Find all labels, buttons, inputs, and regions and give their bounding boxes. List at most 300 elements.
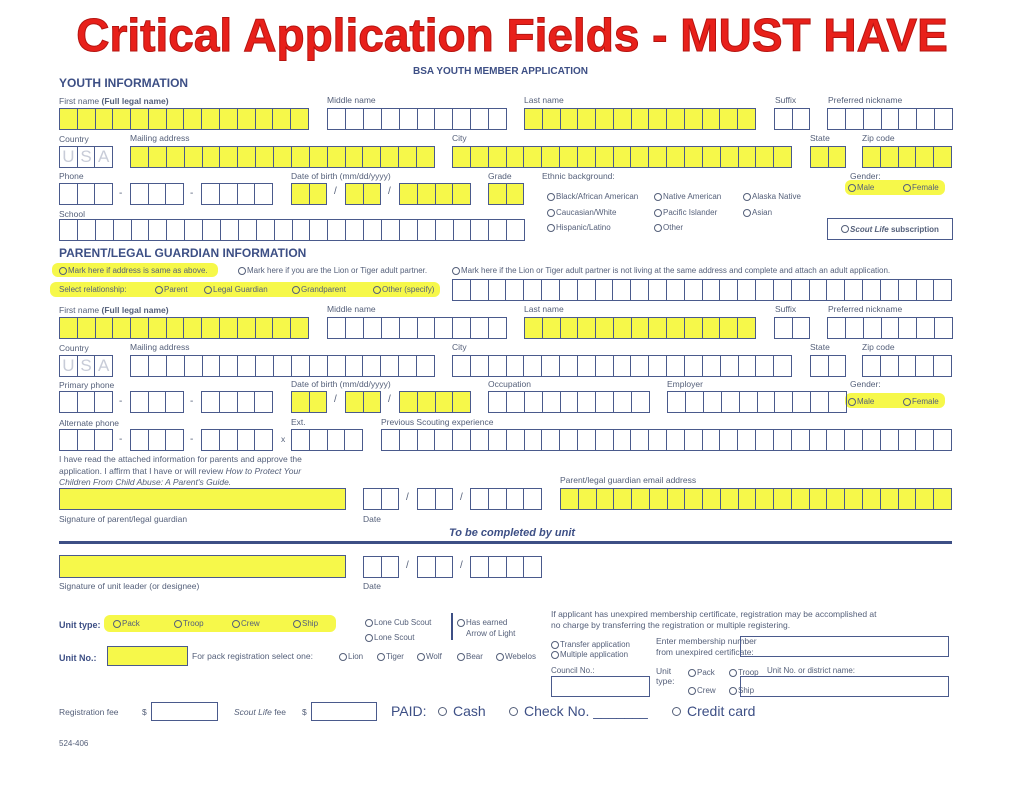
char-box[interactable] <box>471 318 489 338</box>
char-box[interactable] <box>774 280 792 300</box>
rank-lion-radio[interactable]: Lion <box>339 652 363 661</box>
char-box[interactable] <box>899 147 917 167</box>
youth-gender-female-radio[interactable]: Female <box>903 183 939 192</box>
char-box[interactable] <box>667 147 685 167</box>
char-box[interactable] <box>166 430 183 450</box>
char-box[interactable] <box>597 489 615 509</box>
transfer-pack-radio[interactable]: Pack <box>688 668 715 677</box>
char-box[interactable] <box>453 184 470 204</box>
youth-country-boxes[interactable] <box>59 146 113 168</box>
char-box[interactable] <box>95 184 112 204</box>
lone-scout-radio[interactable]: Lone Scout <box>365 633 414 642</box>
char-box[interactable] <box>561 318 579 338</box>
char-box[interactable] <box>400 184 418 204</box>
char-box[interactable] <box>400 220 418 240</box>
char-box[interactable] <box>60 184 78 204</box>
ethnic-radio[interactable]: Native American <box>654 192 721 201</box>
alt-phone-area-boxes[interactable] <box>59 429 113 451</box>
char-box[interactable] <box>775 109 793 129</box>
char-box[interactable] <box>686 392 704 412</box>
youth-dob-day-boxes[interactable] <box>345 183 381 205</box>
char-box[interactable] <box>863 356 881 376</box>
char-box[interactable] <box>828 318 846 338</box>
char-box[interactable] <box>827 430 845 450</box>
char-box[interactable] <box>524 489 541 509</box>
parent-dob-day-boxes[interactable] <box>345 391 381 413</box>
char-box[interactable] <box>453 392 470 412</box>
char-box[interactable] <box>255 184 272 204</box>
char-box[interactable] <box>60 430 78 450</box>
char-box[interactable] <box>363 147 381 167</box>
rank-bear-radio[interactable]: Bear <box>457 652 483 661</box>
char-box[interactable] <box>756 430 774 450</box>
char-box[interactable] <box>364 392 381 412</box>
char-box[interactable] <box>202 184 220 204</box>
char-box[interactable] <box>78 392 96 412</box>
ethnic-radio[interactable]: Other <box>654 223 683 232</box>
char-box[interactable] <box>596 356 614 376</box>
ethnic-radio[interactable]: Asian <box>743 208 772 217</box>
char-box[interactable] <box>453 430 471 450</box>
char-box[interactable] <box>542 430 560 450</box>
char-box[interactable] <box>578 147 596 167</box>
parent-signature-field[interactable] <box>59 488 346 510</box>
rank-webelos-radio[interactable]: Webelos <box>496 652 536 661</box>
same-address-radio[interactable]: Mark here if address is same as above. <box>59 266 208 275</box>
paid-cash-radio[interactable]: Cash <box>438 703 486 719</box>
char-box[interactable] <box>916 147 934 167</box>
char-box[interactable] <box>275 220 293 240</box>
unit-no-field[interactable] <box>107 646 188 666</box>
char-box[interactable] <box>543 109 561 129</box>
char-box[interactable] <box>720 109 738 129</box>
char-box[interactable] <box>792 430 810 450</box>
char-box[interactable] <box>221 220 239 240</box>
unit-type-pack-radio[interactable]: Pack <box>113 619 140 628</box>
char-box[interactable] <box>274 356 292 376</box>
char-box[interactable] <box>756 147 774 167</box>
char-box[interactable] <box>614 109 632 129</box>
char-box[interactable] <box>829 147 846 167</box>
char-box[interactable] <box>738 109 755 129</box>
char-box[interactable] <box>310 220 328 240</box>
char-box[interactable] <box>310 356 328 376</box>
char-box[interactable] <box>845 430 863 450</box>
char-box[interactable] <box>631 280 649 300</box>
char-box[interactable] <box>525 318 543 338</box>
ethnic-radio[interactable]: Black/African American <box>547 192 638 201</box>
char-box[interactable] <box>934 430 951 450</box>
council-no-field[interactable] <box>551 676 650 697</box>
char-box[interactable] <box>453 318 471 338</box>
char-box[interactable] <box>184 318 202 338</box>
char-box[interactable] <box>524 147 542 167</box>
char-box[interactable] <box>882 318 900 338</box>
char-box[interactable] <box>739 356 757 376</box>
scout-life-subscription-checkbox[interactable]: Scout Life subscription <box>827 218 953 240</box>
char-box[interactable] <box>60 392 78 412</box>
char-box[interactable] <box>649 356 667 376</box>
scout-life-fee-field[interactable] <box>311 702 377 721</box>
char-box[interactable] <box>255 392 272 412</box>
char-box[interactable] <box>149 109 167 129</box>
char-box[interactable] <box>774 147 791 167</box>
parent-middle-name-boxes[interactable] <box>327 317 507 339</box>
char-box[interactable] <box>578 356 596 376</box>
transfer-crew-radio[interactable]: Crew <box>688 686 716 695</box>
char-box[interactable] <box>239 220 257 240</box>
transfer-ship-radio[interactable]: Ship <box>729 686 754 695</box>
char-box[interactable] <box>704 392 722 412</box>
arrow-of-light-radio[interactable]: Has earned <box>457 618 507 627</box>
char-box[interactable] <box>596 318 614 338</box>
parent-zip-boxes[interactable] <box>862 355 952 377</box>
char-box[interactable] <box>578 392 596 412</box>
char-box[interactable] <box>167 318 185 338</box>
char-box[interactable] <box>382 109 400 129</box>
char-box[interactable] <box>220 430 238 450</box>
char-box[interactable] <box>489 184 507 204</box>
char-box[interactable] <box>96 220 114 240</box>
char-box[interactable] <box>346 147 364 167</box>
char-box[interactable] <box>382 318 400 338</box>
char-box[interactable] <box>436 489 453 509</box>
char-box[interactable] <box>863 430 881 450</box>
char-box[interactable] <box>149 184 167 204</box>
parent-mailing-boxes[interactable] <box>130 355 435 377</box>
paid-credit-card-radio[interactable]: Credit card <box>672 703 755 719</box>
char-box[interactable] <box>238 147 256 167</box>
char-box[interactable] <box>400 109 418 129</box>
char-box[interactable] <box>328 356 346 376</box>
char-box[interactable] <box>60 109 78 129</box>
char-box[interactable] <box>649 147 667 167</box>
char-box[interactable] <box>507 430 525 450</box>
paid-check-radio[interactable]: Check No. _______ <box>509 703 648 719</box>
unit-date-year-boxes[interactable] <box>470 556 542 578</box>
char-box[interactable] <box>738 280 756 300</box>
char-box[interactable] <box>543 392 561 412</box>
char-box[interactable] <box>703 356 721 376</box>
youth-grade-boxes[interactable] <box>488 183 524 205</box>
char-box[interactable] <box>238 109 256 129</box>
char-box[interactable] <box>382 220 400 240</box>
unit-type-ship-radio[interactable]: Ship <box>293 619 318 628</box>
youth-dob-year-boxes[interactable] <box>399 183 471 205</box>
char-box[interactable] <box>220 109 238 129</box>
char-box[interactable] <box>863 489 881 509</box>
char-box[interactable] <box>436 392 454 412</box>
char-box[interactable] <box>310 184 327 204</box>
char-box[interactable] <box>542 280 560 300</box>
char-box[interactable] <box>542 356 560 376</box>
char-box[interactable] <box>381 147 399 167</box>
char-box[interactable] <box>775 318 793 338</box>
char-box[interactable] <box>845 280 863 300</box>
lion-partner-radio[interactable]: Mark here if you are the Lion or Tiger adult partner. <box>238 266 427 275</box>
char-box[interactable] <box>471 489 489 509</box>
char-box[interactable] <box>149 220 167 240</box>
youth-school-boxes[interactable] <box>59 219 525 241</box>
char-box[interactable] <box>596 430 614 450</box>
char-box[interactable] <box>453 109 471 129</box>
char-box[interactable] <box>364 557 382 577</box>
parent-dob-year-boxes[interactable] <box>399 391 471 413</box>
char-box[interactable] <box>399 147 417 167</box>
char-box[interactable] <box>489 557 507 577</box>
char-box[interactable] <box>202 318 220 338</box>
char-box[interactable] <box>489 356 507 376</box>
char-box[interactable] <box>935 109 952 129</box>
char-box[interactable] <box>934 280 951 300</box>
char-box[interactable] <box>346 318 364 338</box>
char-box[interactable] <box>774 430 792 450</box>
char-box[interactable] <box>60 318 78 338</box>
youth-last-name-boxes[interactable] <box>524 108 756 130</box>
char-box[interactable] <box>721 356 739 376</box>
char-box[interactable] <box>846 318 864 338</box>
char-box[interactable] <box>829 392 846 412</box>
youth-city-boxes[interactable] <box>452 146 792 168</box>
char-box[interactable] <box>417 147 434 167</box>
char-box[interactable] <box>649 280 667 300</box>
char-box[interactable] <box>614 392 632 412</box>
char-box[interactable] <box>667 318 685 338</box>
char-box[interactable] <box>166 392 183 412</box>
char-box[interactable] <box>632 489 650 509</box>
char-box[interactable] <box>238 184 256 204</box>
youth-mailing-boxes[interactable] <box>130 146 435 168</box>
char-box[interactable] <box>78 430 96 450</box>
char-box[interactable] <box>149 318 167 338</box>
char-box[interactable] <box>703 280 721 300</box>
char-box[interactable] <box>78 109 96 129</box>
char-box[interactable] <box>489 109 506 129</box>
char-box[interactable] <box>916 356 934 376</box>
unit-leader-signature-field[interactable] <box>59 555 346 578</box>
char-box[interactable] <box>542 147 560 167</box>
char-box[interactable]: A <box>98 356 110 375</box>
char-box[interactable] <box>256 356 274 376</box>
relationship-parent-radio[interactable]: Parent <box>155 285 188 294</box>
char-box[interactable] <box>113 318 131 338</box>
parent-date-day-boxes[interactable] <box>417 488 453 510</box>
char-box[interactable] <box>346 220 364 240</box>
parent-gender-female-radio[interactable]: Female <box>903 397 939 406</box>
char-box[interactable] <box>149 430 167 450</box>
ethnic-radio[interactable]: Alaska Native <box>743 192 801 201</box>
char-box[interactable] <box>131 184 149 204</box>
char-box[interactable] <box>507 392 525 412</box>
char-box[interactable] <box>131 318 149 338</box>
char-box[interactable] <box>364 220 382 240</box>
youth-suffix-boxes[interactable] <box>774 108 810 130</box>
char-box[interactable] <box>382 557 399 577</box>
char-box[interactable] <box>721 489 739 509</box>
char-box[interactable] <box>650 489 668 509</box>
char-box[interactable] <box>149 147 167 167</box>
char-box[interactable] <box>453 280 471 300</box>
char-box[interactable] <box>453 356 471 376</box>
parent-last-name-boxes[interactable] <box>524 317 756 339</box>
char-box[interactable] <box>917 318 935 338</box>
char-box[interactable] <box>202 392 220 412</box>
char-box[interactable] <box>578 109 596 129</box>
char-box[interactable] <box>203 356 221 376</box>
relationship-grandparent-radio[interactable]: Grandparent <box>292 285 346 294</box>
char-box[interactable] <box>435 430 453 450</box>
char-box[interactable] <box>811 147 829 167</box>
char-box[interactable] <box>578 280 596 300</box>
char-box[interactable] <box>507 147 525 167</box>
char-box[interactable] <box>418 184 436 204</box>
char-box[interactable] <box>418 318 436 338</box>
char-box[interactable] <box>703 430 721 450</box>
char-box[interactable] <box>131 109 149 129</box>
char-box[interactable] <box>78 220 96 240</box>
char-box[interactable] <box>649 430 667 450</box>
ethnic-radio[interactable]: Caucasian/White <box>547 208 616 217</box>
youth-phone-area-boxes[interactable] <box>59 183 113 205</box>
char-box[interactable] <box>668 489 686 509</box>
char-box[interactable] <box>489 280 507 300</box>
char-box[interactable] <box>739 147 757 167</box>
char-box[interactable] <box>310 392 327 412</box>
char-box[interactable] <box>292 356 310 376</box>
char-box[interactable] <box>453 147 471 167</box>
char-box[interactable] <box>257 220 275 240</box>
char-box[interactable] <box>220 147 238 167</box>
char-box[interactable] <box>579 489 597 509</box>
char-box[interactable] <box>418 489 436 509</box>
char-box[interactable] <box>489 430 507 450</box>
char-box[interactable] <box>934 356 951 376</box>
transfer-application-radio[interactable]: Transfer application <box>551 640 630 649</box>
char-box[interactable] <box>899 430 917 450</box>
char-box[interactable] <box>471 557 489 577</box>
char-box[interactable] <box>740 392 758 412</box>
char-box[interactable] <box>811 392 829 412</box>
char-box[interactable] <box>829 356 846 376</box>
char-box[interactable] <box>167 147 185 167</box>
char-box[interactable] <box>489 147 507 167</box>
char-box[interactable] <box>78 184 96 204</box>
unit-date-month-boxes[interactable] <box>363 556 399 578</box>
char-box[interactable] <box>167 356 185 376</box>
char-box[interactable] <box>328 147 346 167</box>
char-box[interactable] <box>114 220 132 240</box>
char-box[interactable] <box>293 220 311 240</box>
char-box[interactable] <box>400 430 418 450</box>
char-box[interactable] <box>668 392 686 412</box>
char-box[interactable] <box>899 489 917 509</box>
char-box[interactable] <box>596 109 614 129</box>
char-box[interactable] <box>256 318 274 338</box>
char-box[interactable] <box>632 318 650 338</box>
char-box[interactable] <box>131 147 149 167</box>
char-box[interactable] <box>220 184 238 204</box>
char-box[interactable] <box>882 109 900 129</box>
char-box[interactable] <box>346 356 364 376</box>
alt-phone-prefix-boxes[interactable] <box>130 429 184 451</box>
parent-country-boxes[interactable] <box>59 355 113 377</box>
char-box[interactable] <box>256 109 274 129</box>
char-box[interactable] <box>756 356 774 376</box>
char-box[interactable] <box>418 220 436 240</box>
char-box[interactable] <box>524 557 541 577</box>
char-box[interactable] <box>471 109 489 129</box>
char-box[interactable] <box>934 147 951 167</box>
char-box[interactable] <box>667 109 685 129</box>
char-box[interactable] <box>561 489 579 509</box>
char-box[interactable] <box>596 280 614 300</box>
char-box[interactable] <box>328 109 346 129</box>
primary-phone-area-boxes[interactable] <box>59 391 113 413</box>
char-box[interactable] <box>578 430 596 450</box>
char-box[interactable] <box>828 109 846 129</box>
char-box[interactable] <box>631 356 649 376</box>
char-box[interactable] <box>202 109 220 129</box>
ext-boxes[interactable] <box>291 429 363 451</box>
char-box[interactable] <box>418 557 436 577</box>
char-box[interactable] <box>863 147 881 167</box>
relationship-other-radio[interactable]: Other (specify) <box>373 285 434 294</box>
char-box[interactable] <box>881 430 899 450</box>
char-box[interactable] <box>543 318 561 338</box>
char-box[interactable] <box>916 489 934 509</box>
parent-date-month-boxes[interactable] <box>363 488 399 510</box>
char-box[interactable] <box>758 392 776 412</box>
char-box[interactable] <box>436 220 454 240</box>
char-box[interactable] <box>827 489 845 509</box>
char-box[interactable] <box>685 147 703 167</box>
char-box[interactable] <box>649 109 667 129</box>
unit-type-troop-radio[interactable]: Troop <box>174 619 204 628</box>
char-box[interactable] <box>775 392 793 412</box>
youth-phone-prefix-boxes[interactable] <box>130 183 184 205</box>
rank-wolf-radio[interactable]: Wolf <box>417 652 442 661</box>
char-box[interactable] <box>471 356 489 376</box>
char-box[interactable] <box>418 430 436 450</box>
char-box[interactable] <box>167 109 185 129</box>
char-box[interactable] <box>435 109 453 129</box>
char-box[interactable] <box>560 147 578 167</box>
char-box[interactable] <box>364 109 382 129</box>
char-box[interactable] <box>578 318 596 338</box>
ethnic-radio[interactable]: Pacific Islander <box>654 208 717 217</box>
char-box[interactable] <box>560 430 578 450</box>
char-box[interactable] <box>703 318 721 338</box>
char-box[interactable] <box>273 109 291 129</box>
parent-nickname-boxes[interactable] <box>827 317 953 339</box>
char-box[interactable] <box>774 489 792 509</box>
char-box[interactable] <box>685 109 703 129</box>
lone-cub-scout-radio[interactable]: Lone Cub Scout <box>365 618 431 627</box>
char-box[interactable] <box>220 318 238 338</box>
char-box[interactable] <box>721 147 739 167</box>
char-box[interactable] <box>364 318 382 338</box>
char-box[interactable] <box>863 280 881 300</box>
char-box[interactable] <box>561 392 579 412</box>
char-box[interactable] <box>185 356 203 376</box>
char-box[interactable] <box>810 489 828 509</box>
char-box[interactable] <box>149 392 167 412</box>
parent-suffix-boxes[interactable] <box>774 317 810 339</box>
char-box[interactable] <box>381 356 399 376</box>
char-box[interactable] <box>756 280 774 300</box>
char-box[interactable] <box>881 356 899 376</box>
relationship-other-boxes[interactable] <box>452 279 952 301</box>
